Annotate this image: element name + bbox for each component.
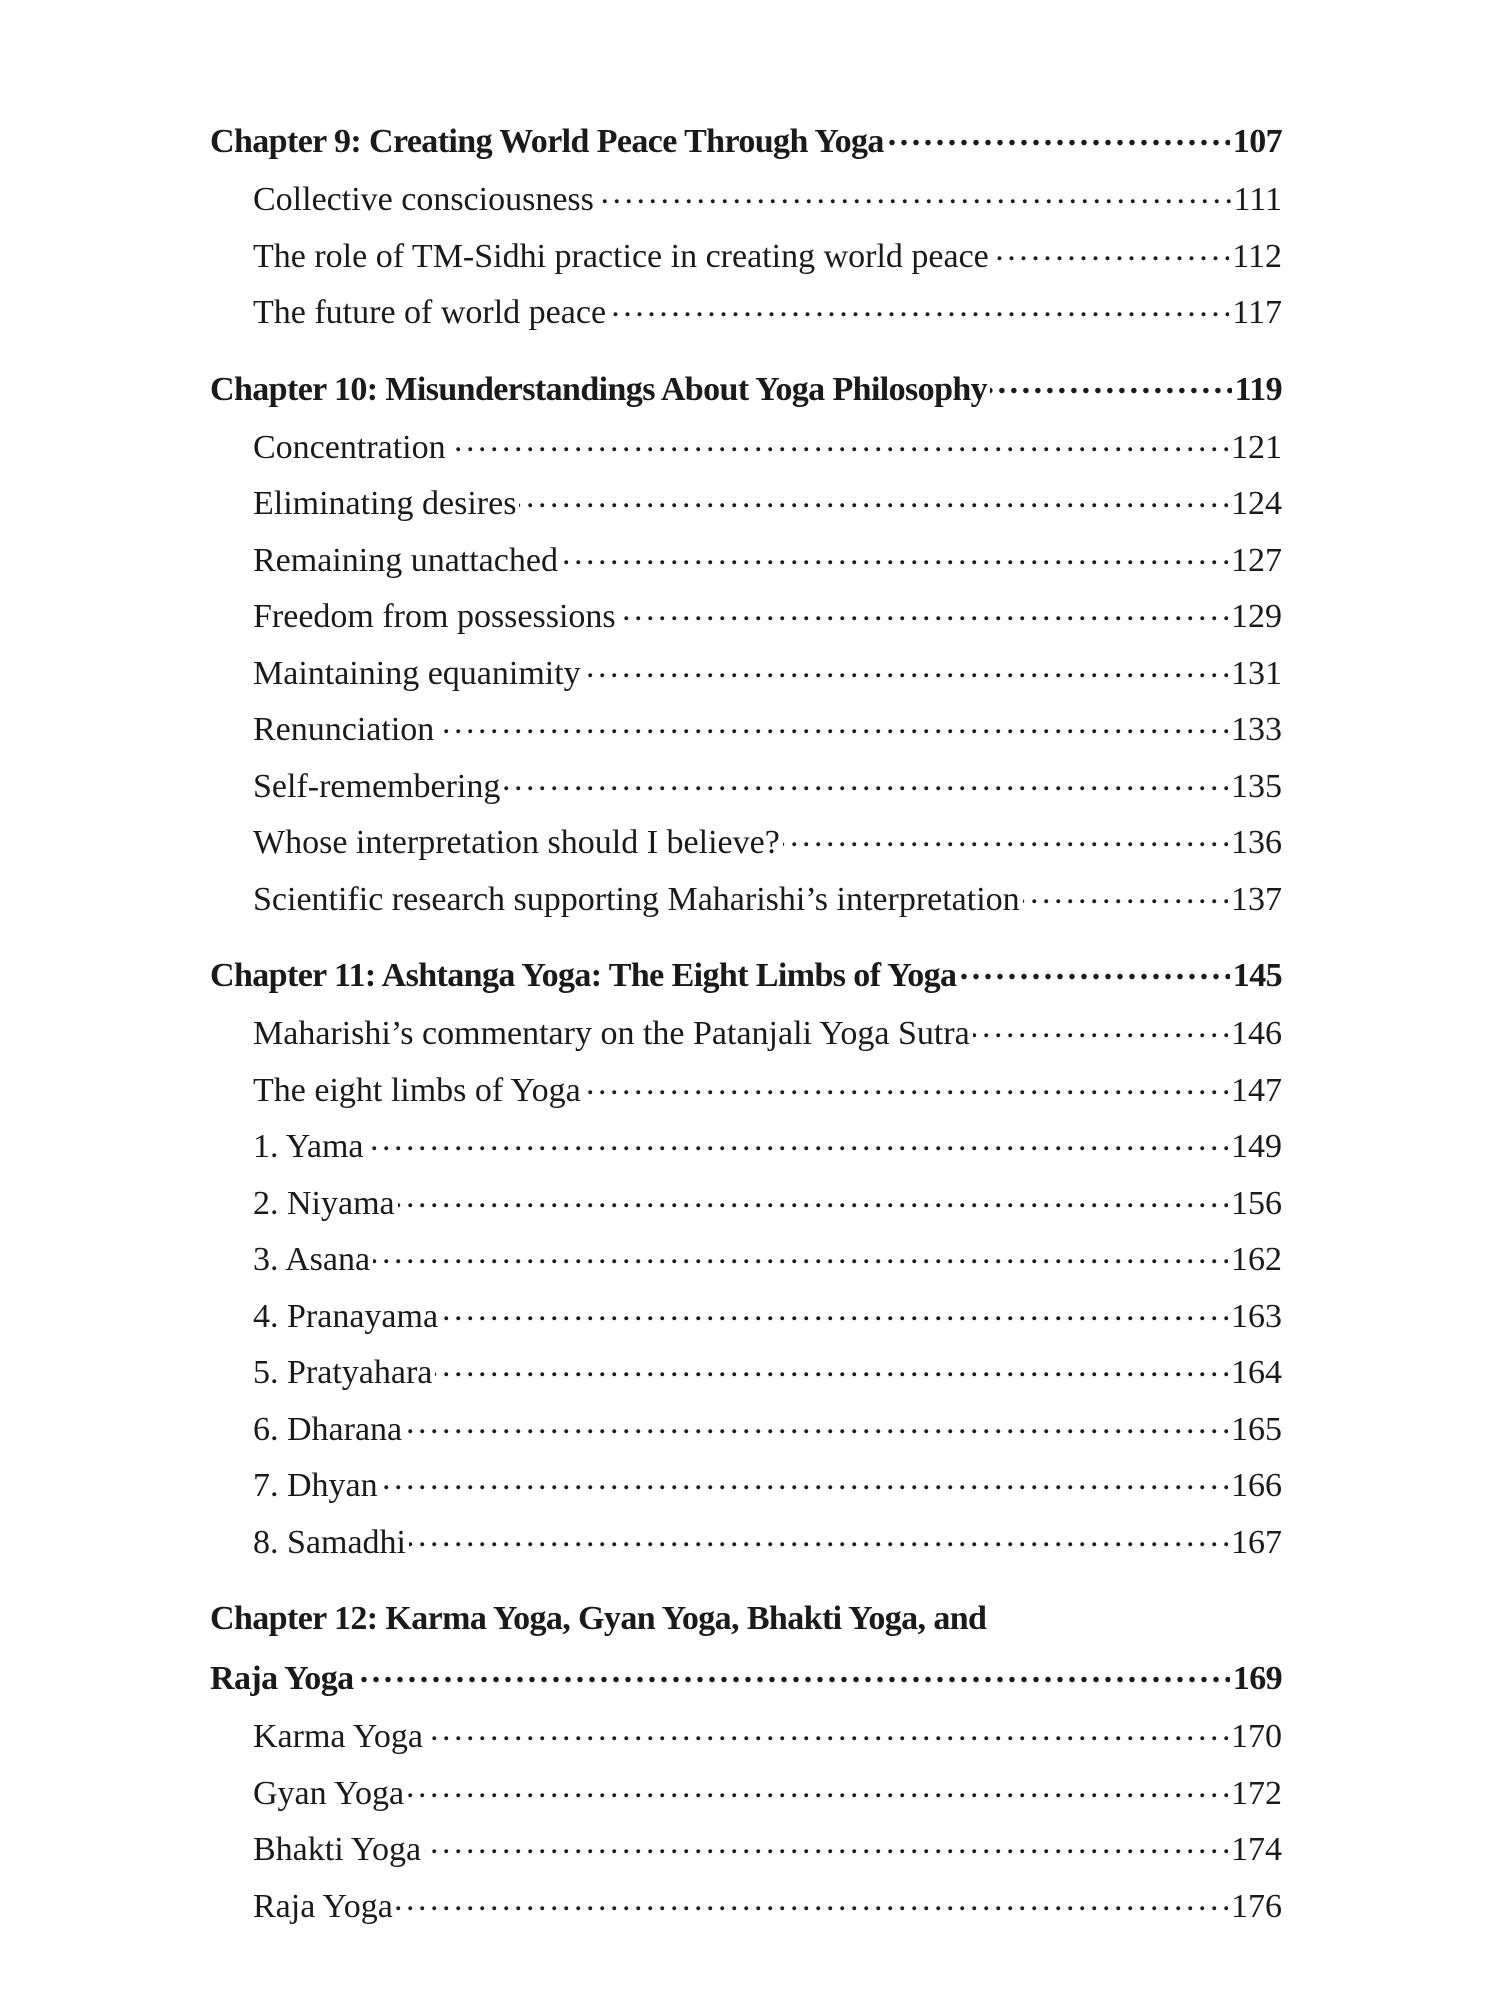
chapter-page-number: 119 <box>1234 370 1282 408</box>
section-entry[interactable] <box>210 1879 1282 1936</box>
dot-leader <box>959 952 1229 986</box>
chapter-title: Raja Yoga <box>210 1660 354 1697</box>
section-title: Concentration <box>253 428 446 466</box>
section-page-number: 147 <box>1231 1071 1282 1109</box>
section-page-number: 136 <box>1231 824 1282 861</box>
section-title: 5. Pratyahara <box>253 1354 433 1391</box>
section-page-number: 170 <box>1231 1718 1282 1755</box>
section-page-number: 135 <box>1231 767 1282 805</box>
section-title: Freedom from possessions <box>253 598 616 635</box>
section-entry[interactable] <box>210 815 1282 872</box>
section-entry[interactable] <box>210 1006 1282 1063</box>
section-title: Remaining unattached <box>253 541 558 579</box>
dot-leader <box>435 1349 1228 1383</box>
dot-leader <box>783 819 1228 853</box>
section-page-number: 117 <box>1232 294 1282 331</box>
section-title: Maharishi’s commentary on the Patanjali Yoga Sutra <box>253 1015 970 1052</box>
dot-leader <box>597 176 1231 210</box>
dot-leader <box>381 1462 1228 1496</box>
section-title: Scientific research supporting Maharishi’s interpretation <box>253 880 1020 918</box>
section-title: Raja Yoga <box>253 1887 393 1925</box>
dot-leader <box>441 1293 1228 1327</box>
section-entry[interactable] <box>210 872 1282 929</box>
section-title: Maintaining equanimity <box>253 654 581 692</box>
dot-leader <box>992 233 1230 267</box>
dot-leader <box>519 480 1228 514</box>
section-page-number: 149 <box>1231 1128 1282 1165</box>
section-title: Whose interpretation should I believe? <box>253 824 780 861</box>
section-title: Eliminating desires <box>253 485 517 522</box>
section-page-number: 163 <box>1231 1297 1282 1335</box>
chapter-entry[interactable] <box>210 1649 1282 1709</box>
dot-leader <box>407 1770 1228 1804</box>
section-entry[interactable] <box>210 1822 1282 1879</box>
chapter-title: Chapter 9: Creating World Peace Through Yoga <box>210 123 884 160</box>
dot-leader <box>619 593 1228 627</box>
section-page-number: 165 <box>1231 1410 1282 1448</box>
section-entry[interactable] <box>210 702 1282 759</box>
table-of-contents <box>210 112 1282 1953</box>
dot-leader <box>409 1519 1228 1553</box>
section-title: The role of TM-Sidhi practice in creating world peace <box>253 237 989 275</box>
section-title: 4. Pranayama <box>253 1297 439 1335</box>
section-entry[interactable] <box>210 1176 1282 1233</box>
section-title: 3. Asana <box>253 1241 371 1278</box>
chapter-page-number: 107 <box>1232 123 1282 160</box>
dot-leader <box>887 118 1230 152</box>
dot-leader <box>584 650 1228 684</box>
section-title: 7. Dhyan <box>253 1467 378 1504</box>
section-entry[interactable] <box>210 285 1282 342</box>
dot-leader <box>973 1010 1228 1044</box>
dot-leader <box>396 1883 1228 1917</box>
section-page-number: 172 <box>1231 1774 1282 1812</box>
dot-leader <box>367 1123 1228 1157</box>
toc-chapter <box>210 1589 1282 1935</box>
section-entry[interactable] <box>210 759 1282 816</box>
chapter-title: Chapter 10: Misunderstandings About Yoga Philosophy <box>210 370 988 408</box>
section-page-number: 137 <box>1231 880 1282 918</box>
section-page-number: 111 <box>1233 181 1282 218</box>
section-page-number: 164 <box>1231 1354 1282 1391</box>
section-page-number: 162 <box>1231 1241 1282 1278</box>
section-page-number: 124 <box>1231 485 1282 522</box>
section-entry[interactable] <box>210 533 1282 590</box>
section-page-number: 133 <box>1231 711 1282 748</box>
dot-leader <box>426 1713 1228 1747</box>
section-entry[interactable] <box>210 420 1282 477</box>
section-page-number: 129 <box>1231 598 1282 635</box>
chapter-entry[interactable] <box>210 360 1282 420</box>
section-title: Self-remembering <box>253 767 501 805</box>
toc-chapter <box>210 360 1282 929</box>
section-page-number: 146 <box>1231 1015 1282 1052</box>
section-entry[interactable] <box>210 229 1282 286</box>
section-page-number: 167 <box>1231 1523 1282 1561</box>
dot-leader <box>424 1826 1228 1860</box>
dot-leader <box>398 1180 1228 1214</box>
dot-leader <box>584 1067 1228 1101</box>
section-page-number: 131 <box>1231 654 1282 692</box>
section-title: Bhakti Yoga <box>253 1831 422 1868</box>
section-page-number: 174 <box>1231 1831 1282 1868</box>
section-entry[interactable] <box>210 646 1282 703</box>
section-title: 2. Niyama <box>253 1184 395 1222</box>
section-title: 8. Samadhi <box>253 1523 406 1561</box>
chapter-entry[interactable] <box>210 946 1282 1006</box>
section-page-number: 127 <box>1231 541 1282 579</box>
section-entry[interactable] <box>210 1515 1282 1572</box>
section-entry[interactable] <box>210 1063 1282 1120</box>
section-page-number: 112 <box>1232 237 1282 275</box>
dot-leader <box>561 537 1228 571</box>
dot-leader <box>437 706 1228 740</box>
dot-leader <box>357 1655 1230 1689</box>
section-title: 6. Dharana <box>253 1410 403 1448</box>
section-entry[interactable] <box>210 1402 1282 1459</box>
section-page-number: 121 <box>1231 428 1282 466</box>
section-page-number: 176 <box>1231 1887 1282 1925</box>
dot-leader <box>990 366 1232 400</box>
section-entry[interactable] <box>210 1345 1282 1402</box>
section-entry[interactable] <box>210 1709 1282 1766</box>
chapter-entry[interactable] <box>210 112 1282 172</box>
dot-leader <box>449 424 1228 458</box>
dot-leader <box>405 1406 1228 1440</box>
dot-leader <box>503 763 1228 797</box>
section-page-number: 156 <box>1231 1184 1282 1222</box>
section-title: Renunciation <box>253 711 435 748</box>
section-entry[interactable] <box>210 1458 1282 1515</box>
section-title: The future of world peace <box>253 294 607 331</box>
chapter-title: Chapter 12: Karma Yoga, Gyan Yoga, Bhakti Yoga, and <box>210 1600 987 1637</box>
toc-chapter <box>210 112 1282 342</box>
section-page-number: 166 <box>1231 1467 1282 1504</box>
section-title: 1. Yama <box>253 1128 364 1165</box>
toc-chapter <box>210 946 1282 1571</box>
chapter-page-number: 169 <box>1232 1660 1282 1697</box>
chapter-title: Chapter 11: Ashtanga Yoga: The Eight Limbs of Yoga <box>210 957 957 994</box>
section-entry[interactable] <box>210 1766 1282 1823</box>
section-entry[interactable] <box>210 1289 1282 1346</box>
section-title: Collective consciousness <box>253 181 594 218</box>
section-entry[interactable] <box>210 172 1282 229</box>
section-title: Karma Yoga <box>253 1718 423 1755</box>
section-title: Gyan Yoga <box>253 1774 405 1812</box>
dot-leader <box>373 1236 1228 1270</box>
dot-leader <box>1023 876 1228 910</box>
chapter-page-number: 145 <box>1232 957 1282 994</box>
section-title: The eight limbs of Yoga <box>253 1071 581 1109</box>
section-entry[interactable] <box>210 1119 1282 1176</box>
section-entry[interactable] <box>210 1232 1282 1289</box>
dot-leader <box>609 289 1229 323</box>
section-entry[interactable] <box>210 476 1282 533</box>
section-entry[interactable] <box>210 589 1282 646</box>
